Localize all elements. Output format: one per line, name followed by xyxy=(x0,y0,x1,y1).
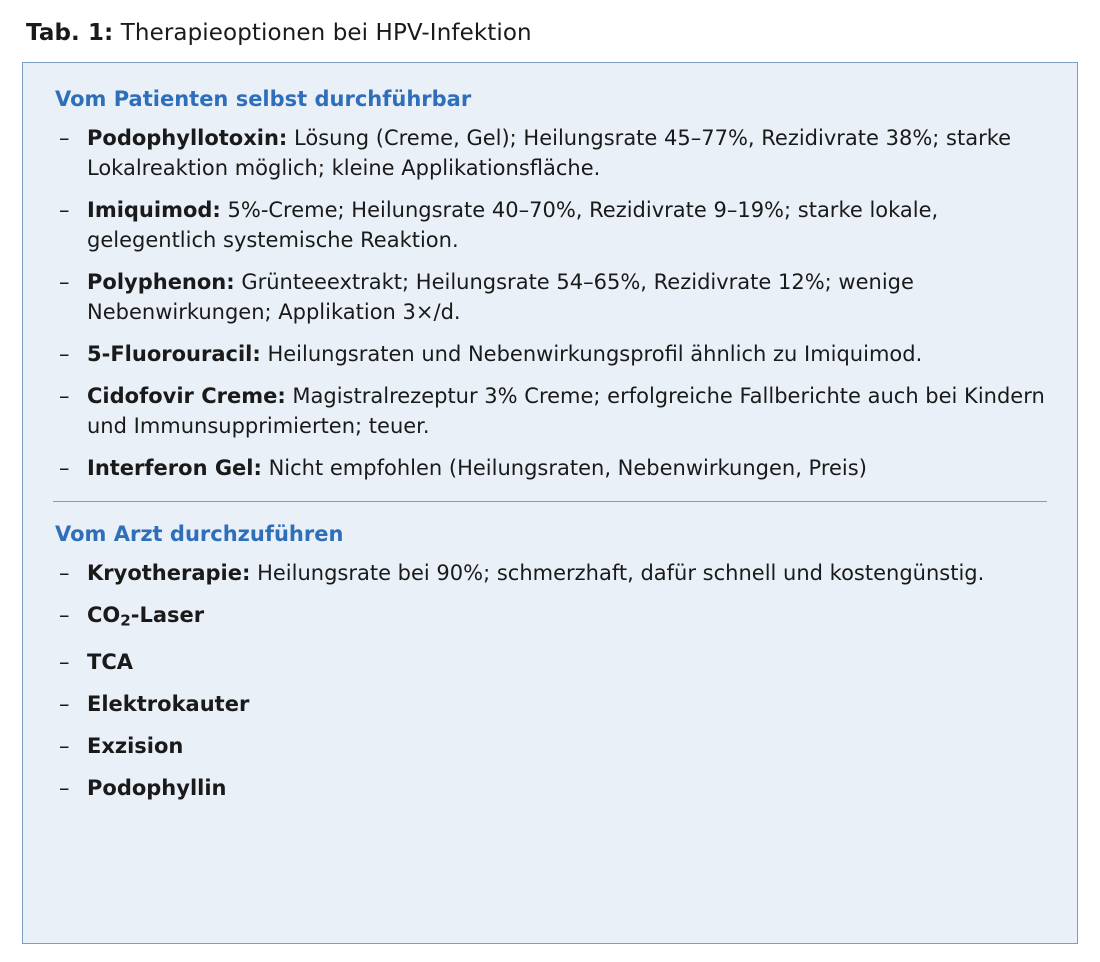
bullet-dash: – xyxy=(59,384,70,408)
list-item xyxy=(53,689,1047,719)
item-description: Lösung (Creme, Gel); Heilungsrate 45–77%, Rezidivrate 38%; starke Lokalreaktion möglich; kleine Applikationsfläche. xyxy=(87,126,1012,180)
bullet-dash: – xyxy=(59,776,70,801)
item-term: Kryotherapie: xyxy=(87,561,251,585)
bullet-dash: – xyxy=(59,561,70,585)
therapy-options-table xyxy=(22,62,1078,944)
list-item xyxy=(53,381,1047,441)
list-item xyxy=(53,453,1047,483)
bullet-dash: – xyxy=(59,603,70,627)
item-term: Interferon Gel: xyxy=(87,456,262,480)
therapy-list-physician xyxy=(53,558,1047,803)
item-term: TCA xyxy=(87,650,133,675)
item-term: 5-Fluorouracil: xyxy=(87,342,261,366)
item-description: Grünteeextrakt; Heilungsrate 54–65%, Rezidivrate 12%; wenige Nebenwirkungen; Applikation 3×/d. xyxy=(87,270,914,324)
list-item xyxy=(53,600,1047,635)
item-term: $CO_2$-Laser xyxy=(87,603,205,630)
section-divider xyxy=(53,501,1047,502)
bullet-dash: – xyxy=(59,650,70,675)
item-term: Imiquimod: xyxy=(87,198,221,222)
bullet-dash: – xyxy=(59,342,70,366)
bullet-dash: – xyxy=(59,270,70,294)
bullet-dash: – xyxy=(59,692,70,717)
section-title: Vom Patienten selbst durchführbar xyxy=(55,87,472,111)
bullet-dash: – xyxy=(59,734,70,759)
list-item xyxy=(53,773,1047,803)
list-item xyxy=(53,339,1047,369)
list-item xyxy=(53,195,1047,255)
item-term: Exzision xyxy=(87,734,184,759)
item-term: Podophyllotoxin: xyxy=(87,126,288,150)
item-description: Heilungsraten und Nebenwirkungsprofil ähnlich zu Imiquimod. xyxy=(260,342,923,366)
bullet-dash: – xyxy=(59,198,70,222)
caption-label: Tab. 1: xyxy=(26,20,114,46)
item-description: 5%-Creme; Heilungsrate 40–70%, Rezidivrate 9–19%; starke lokale, gelegentlich systemische Reaktion. xyxy=(87,198,939,252)
item-description: Nicht empfohlen (Heilungsraten, Nebenwirkungen, Preis) xyxy=(261,456,867,480)
item-description: Heilungsrate bei 90%; schmerzhaft, dafür schnell und kostengünstig. xyxy=(250,561,985,585)
item-description: Magistralrezeptur 3% Creme; erfolgreiche Fallberichte auch bei Kindern und Immunsupprimierten; teuer. xyxy=(87,384,1045,438)
list-item xyxy=(53,647,1047,677)
caption-text: Therapieoptionen bei HPV-Infektion xyxy=(113,20,532,46)
section-title: Vom Arzt durchzuführen xyxy=(55,522,344,546)
bullet-dash: – xyxy=(59,456,70,480)
item-term: Cidofovir Creme: xyxy=(87,384,286,408)
list-item xyxy=(53,731,1047,761)
item-term: Podophyllin xyxy=(87,776,227,801)
list-item xyxy=(53,267,1047,327)
list-item xyxy=(53,558,1047,588)
list-item xyxy=(53,123,1047,183)
bullet-dash: – xyxy=(59,126,70,150)
item-term: Polyphenon: xyxy=(87,270,235,294)
item-term: Elektrokauter xyxy=(87,692,250,717)
section-self-administered xyxy=(53,85,1047,483)
section-physician-administered xyxy=(53,520,1047,803)
table-caption xyxy=(26,18,1078,48)
therapy-list-self xyxy=(53,123,1047,483)
